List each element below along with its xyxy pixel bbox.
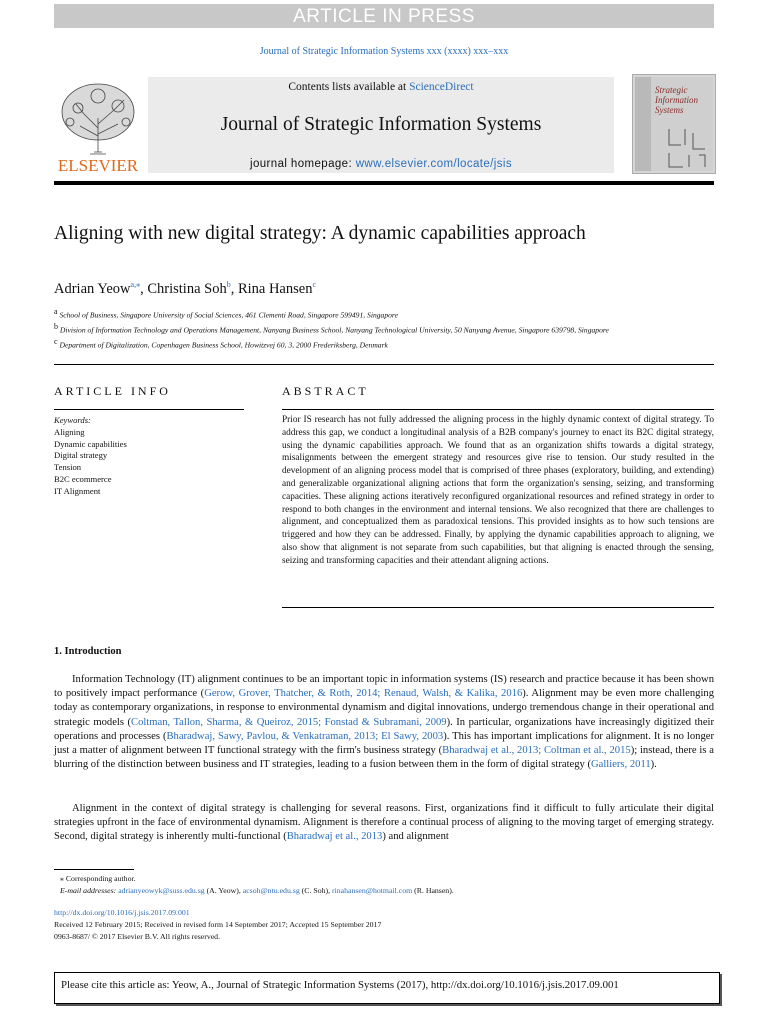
author-affil-mark[interactable]: c bbox=[312, 280, 317, 289]
keyword-item: Dynamic capabilities bbox=[54, 438, 127, 449]
affiliation-mark: b bbox=[54, 322, 58, 332]
author-affil-mark[interactable]: a,⁎ bbox=[130, 280, 141, 289]
citation-link[interactable]: Gerow, Grover, Thatcher, & Roth, 2014; Renaud, Walsh, & Kalika, 2016 bbox=[204, 688, 523, 700]
received-dates: Received 12 February 2015; Received in revised form 14 September 2017; Accepted 15 September 2017 bbox=[54, 920, 382, 929]
cover-title-line-3: Systems bbox=[655, 105, 684, 115]
email-link[interactable]: acsoh@ntu.edu.sg bbox=[242, 886, 300, 895]
article-metadata bbox=[54, 907, 381, 943]
affiliation-text: School of Business, Singapore University of Social Sciences, 461 Clementi Road, Singapore 599491, Singapore bbox=[59, 310, 398, 320]
section-divider bbox=[54, 364, 714, 365]
journal-title: Journal of Strategic Information Systems bbox=[220, 114, 542, 135]
corresponding-author-note: ⁎ Corresponding author. bbox=[60, 874, 136, 883]
cover-title-line-1: Strategic bbox=[655, 85, 688, 95]
affiliations bbox=[54, 306, 654, 352]
paragraph-text: Information Technology (IT) alignment continues to be an important topic in information systems (IS) research and practice because it has been shown to positively impact performance ( bbox=[54, 674, 714, 700]
footnote-rule bbox=[54, 869, 134, 870]
affiliation-item bbox=[54, 321, 654, 336]
journal-reference-link[interactable]: Journal of Strategic Information Systems xxx (xxxx) xxx–xxx bbox=[259, 46, 509, 57]
footnotes bbox=[60, 873, 454, 897]
keyword-item: B2C ecommerce bbox=[54, 473, 112, 484]
contents-prefix: Contents lists available at bbox=[288, 81, 410, 93]
paragraph-text: ). Alignment may be even more challenging today as contemporary organizations, in response to environmental dynamism and digital innovations, undergo tremendous change in their operational and strategic models ( bbox=[54, 688, 715, 728]
affiliation-text: Department of Digitalization, Copenhagen Business School, Howitzvej 60, 3, 2000 Frederiksberg, Denmark bbox=[59, 341, 388, 350]
email-link[interactable]: adrianyeowyk@suss.edu.sg bbox=[118, 886, 205, 895]
affiliation-item bbox=[54, 336, 654, 351]
email-owner: (A. Yeow), bbox=[204, 886, 243, 895]
abstract-bottom-rule bbox=[282, 607, 714, 608]
citation-link[interactable]: Galliers, 2011 bbox=[591, 759, 651, 771]
author-name[interactable]: Adrian Yeow bbox=[54, 280, 131, 297]
affiliation-mark: a bbox=[54, 307, 58, 316]
cover-art-icon bbox=[633, 75, 715, 173]
contents-line bbox=[148, 81, 614, 93]
keyword-item: IT Alignment bbox=[54, 485, 101, 496]
email-owner: (C. Soh), bbox=[299, 886, 333, 895]
article-info-heading: ARTICLE INFO bbox=[54, 384, 171, 398]
abstract-rule bbox=[282, 409, 714, 410]
paragraph-text: ). This has important implications for alignment. It is no longer just a matter of alignment between IT functional strategy with the firm's business strategy ( bbox=[54, 730, 714, 757]
article-info-rule bbox=[54, 409, 244, 410]
author-list: Adrian Yeow$^{a,⁎}$, Christina Soh$^b$, Rina Hansen$^c$ bbox=[54, 280, 317, 297]
article-title: Aligning with new digital strategy: A dynamic capabilities approach bbox=[54, 223, 586, 244]
affiliation-mark: c bbox=[54, 337, 58, 347]
author-name[interactable]: Christina Soh bbox=[147, 280, 227, 297]
elsevier-logo[interactable] bbox=[54, 78, 142, 174]
cover-title-line-2: Information bbox=[655, 95, 699, 105]
citation-link[interactable]: Bharadwaj et al., 2013; Coltman et al., 2015 bbox=[442, 745, 631, 757]
author-name[interactable]: Rina Hansen bbox=[237, 280, 313, 297]
citation-link[interactable]: Bharadwaj et al., 2013 bbox=[286, 831, 383, 843]
elsevier-wordmark: ELSEVIER bbox=[57, 156, 139, 174]
journal-homepage-line bbox=[148, 158, 614, 170]
keyword-item: Digital strategy bbox=[54, 450, 108, 461]
email-addresses bbox=[60, 885, 454, 897]
journal-homepage-link[interactable]: www.elsevier.com/locate/jsis bbox=[355, 158, 512, 170]
author-affil-mark[interactable]: b bbox=[226, 280, 231, 289]
paragraph-text: ). bbox=[650, 759, 657, 771]
keyword-item: Tension bbox=[54, 462, 82, 473]
paragraph-text: Alignment in the context of digital strategy is challenging for several reasons. First, organizations find it difficult to fully articulate their digital strategies upfront in the face of environmental dynamism. Alignment is therefore a continual process of aligning to the moving target of emerging strategy. Second, digital strategy is inherently multi-functional ( bbox=[54, 803, 714, 843]
email-owner: (R. Hansen). bbox=[412, 886, 454, 895]
homepage-prefix: journal homepage: bbox=[250, 158, 356, 170]
abstract-heading: ABSTRACT bbox=[282, 384, 369, 398]
keywords-label: Keywords: bbox=[54, 415, 91, 425]
body-paragraph bbox=[54, 673, 714, 772]
section-heading-introduction: 1. Introduction bbox=[54, 646, 122, 657]
email-link[interactable]: rinahansen@hotmail.com bbox=[332, 886, 413, 895]
paragraph-text: ) and alignment bbox=[382, 831, 449, 843]
citation-link[interactable]: Bharadwaj, Sawy, Pavlou, & Venkatraman, 2013; El Sawy, 2003 bbox=[166, 730, 444, 742]
abstract-text: Prior IS research has not fully addressed the aligning process in the highly dynamic context of digital strategy. To address this gap, we conduct a longitudinal analysis of a B2B company's journey to enact its B2C digital strategy, using the dynamic capabilities approach. We found that as an organization shifts towards a digital strategy, misalignments between the emergent strategy and resources give rise to tension. Our study resulted in the development of an aligning process model that is comprised of three phases (exploratory, building, and extending) and generalizable organizational aligning actions that form the organization's sensing, seizing, and transforming capacities. These aligning actions iteratively reconfigured organizational resources and refined strategy in order to respond to both changes in the environment and internal tensions. We also recognized that there are challenges to alignment, and conceptualized them as paradoxical tensions. This provided insights as to how such tensions are triggered and how they can be addressed. Finally, by applying the dynamic capabilities approach to aligning, we also show that alignment is not separate from such capabilities, but that aligning is enacted through the sensing, seizing and transforming capacities and their attendant aligning actions. bbox=[282, 415, 714, 566]
body-paragraph bbox=[54, 802, 714, 845]
copyright-line: 0963-8687/ © 2017 Elsevier B.V. All rights reserved. bbox=[54, 932, 221, 941]
paragraph-text: ); instead, there is a blurring of the distinction between business and IT strategies, leading to a fusion between them in the form of digital strategy ( bbox=[54, 745, 714, 771]
affiliation-text: Division of Information Technology and Operations Management, Nanyang Business School, Nanyang Technological University, 50 Nanyang Avenue, Singapore 639798, Singapore bbox=[59, 325, 609, 335]
journal-cover-thumbnail[interactable] bbox=[632, 74, 716, 174]
affiliation-item bbox=[54, 306, 654, 321]
masthead-rule bbox=[54, 181, 714, 185]
sciencedirect-link[interactable]: ScienceDirect bbox=[409, 81, 474, 93]
paragraph-text: ). In particular, organizations have increasingly digitized their operations and processes ( bbox=[54, 716, 714, 742]
elsevier-tree-icon bbox=[54, 78, 142, 174]
keywords-block bbox=[54, 415, 127, 498]
doi-link[interactable]: http://dx.doi.org/10.1016/j.jsis.2017.09.001 bbox=[54, 908, 190, 917]
article-in-press-banner: ARTICLE IN PRESS bbox=[54, 4, 714, 28]
citation-link[interactable]: Coltman, Tallon, Sharma, & Queiroz, 2015; Fonstad & Subramani, 2009 bbox=[131, 716, 447, 728]
email-label: E-mail addresses: bbox=[60, 886, 119, 895]
citation-box: Please cite this article as: Yeow, A., Journal of Strategic Information Systems (2017), http://dx.doi.org/10.1016/j.jsis.2017.09.001 bbox=[54, 972, 720, 1004]
keyword-item: Aligning bbox=[54, 426, 85, 437]
